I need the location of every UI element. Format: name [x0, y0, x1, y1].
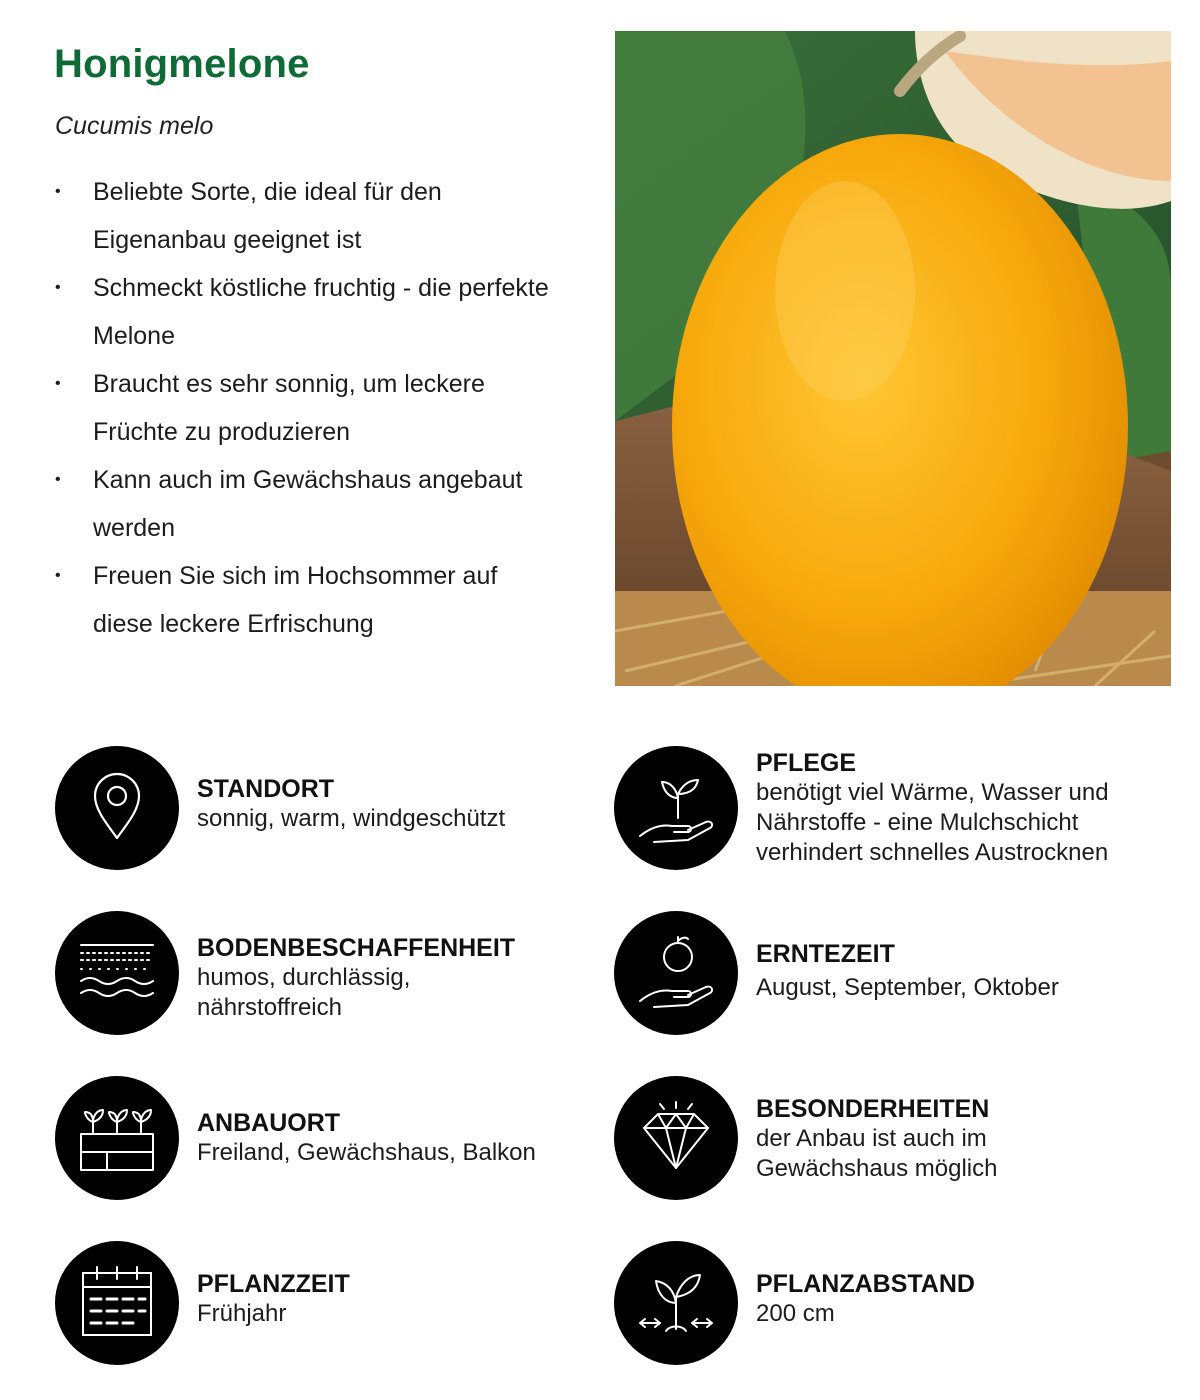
feature-label: PFLANZABSTAND: [756, 1270, 975, 1298]
feature-pflege: [614, 746, 1174, 870]
plant-spacing-icon: [614, 1241, 738, 1365]
planter-box-icon: [55, 1076, 179, 1200]
soil-layers-icon: [55, 911, 179, 1035]
feature-value: humos, durchlässig, nährstoffreich: [197, 964, 411, 1021]
feature-label: PFLEGE: [756, 749, 857, 777]
melon-illustration: [615, 31, 1171, 686]
feature-besonderheiten: [614, 1076, 1174, 1200]
feature-label: BESONDERHEITEN: [756, 1095, 990, 1123]
feature-label: BODENBESCHAFFENHEIT: [197, 934, 516, 962]
feature-value: August, September, Oktober: [756, 974, 1059, 1001]
bullet-item: • Freuen Sie sich im Hochsommer auf diese leckere Erfrischung: [55, 552, 555, 648]
feature-pflanzabstand: [614, 1241, 1174, 1365]
feature-value: Frühjahr: [197, 1300, 287, 1327]
feature-label: STANDORT: [197, 775, 335, 803]
diamond-icon: [614, 1076, 738, 1200]
location-pin-icon: [55, 746, 179, 870]
feature-value: der Anbau ist auch im Gewächshaus möglich: [756, 1125, 998, 1182]
feature-anbauort: [55, 1076, 615, 1200]
melon-photo: [615, 31, 1171, 686]
feature-label: PFLANZZEIT: [197, 1270, 350, 1298]
feature-value: Freiland, Gewächshaus, Balkon: [197, 1139, 536, 1166]
bullet-item: • Schmeckt köstliche fruchtig - die perfekte Melone: [55, 264, 555, 360]
feature-erntezeit: [614, 911, 1174, 1035]
feature-value: sonnig, warm, windgeschützt: [197, 805, 506, 832]
calendar-icon: [55, 1241, 179, 1365]
feature-label: ERNTEZEIT: [756, 940, 895, 968]
feature-value: benötigt viel Wärme, Wasser und Nährstoffe - eine Mulchschicht verhindert schnelles Austrocknen: [756, 779, 1109, 866]
seedling-hand-icon: [614, 746, 738, 870]
latin-name: Cucumis melo: [55, 112, 214, 140]
feature-label: ANBAUORT: [197, 1109, 341, 1137]
fruit-hand-icon: [614, 911, 738, 1035]
feature-bullet-list: [55, 168, 555, 648]
bullet-item: • Braucht es sehr sonnig, um leckere Früchte zu produzieren: [55, 360, 555, 456]
page-title: Honigmelone: [54, 42, 310, 86]
bullet-item: • Kann auch im Gewächshaus angebaut werden: [55, 456, 555, 552]
bullet-item: • Beliebte Sorte, die ideal für den Eigenanbau geeignet ist: [55, 168, 555, 264]
feature-standort: [55, 746, 615, 870]
feature-bodenbeschaffenheit: [55, 911, 615, 1035]
feature-pflanzzeit: [55, 1241, 615, 1365]
feature-value: 200 cm: [756, 1300, 835, 1327]
